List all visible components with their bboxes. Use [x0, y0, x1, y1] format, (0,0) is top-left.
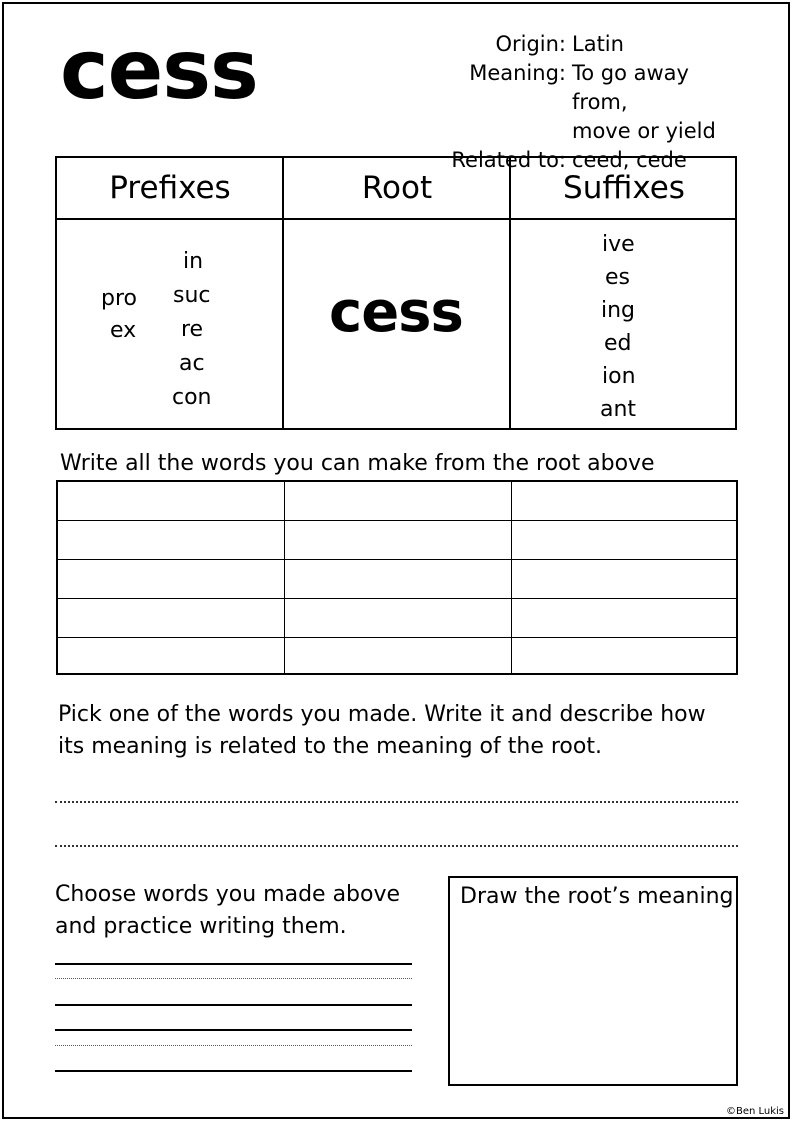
handwriting-line[interactable] [55, 1029, 412, 1031]
credit: ©Ben Lukis [725, 1106, 784, 1117]
handwriting-guide [55, 1045, 412, 1046]
handwriting-line[interactable] [55, 1070, 412, 1072]
header-divider [57, 218, 735, 220]
practice-prompt-line2: and practice writing them. [55, 914, 347, 939]
origin-value: Latin [572, 32, 624, 56]
answer-line[interactable] [55, 801, 738, 803]
prefix-item: con [172, 385, 212, 410]
suffix-item: ive [602, 232, 635, 257]
handwriting-line[interactable] [55, 1004, 412, 1006]
suffix-item: ant [600, 397, 637, 422]
pick-word-prompt-line1: Pick one of the words you made. Write it and describe how [58, 702, 706, 727]
root-info [440, 30, 742, 175]
suffix-item: ed [604, 331, 632, 356]
header-suffixes: Suffixes [563, 170, 685, 206]
root-word: cess [329, 280, 463, 345]
origin-label: Origin: [495, 32, 566, 56]
prefix-item: ac [179, 351, 205, 376]
meaning-row [440, 59, 742, 117]
handwriting-guide [55, 978, 412, 979]
draw-meaning-box[interactable] [448, 876, 738, 1086]
origin-row [440, 30, 742, 59]
pick-word-prompt-line2: its meaning is related to the meaning of the root. [58, 734, 602, 759]
prefix-item: pro [101, 286, 137, 311]
word-parts-table [55, 156, 737, 430]
handwriting-line[interactable] [55, 963, 412, 965]
meaning-value-line1: To go away from, [572, 61, 689, 114]
prefix-item: ex [110, 318, 137, 343]
related-value: ceed, cede [572, 148, 687, 172]
meaning-value-line2: move or yield [572, 119, 716, 143]
meaning-row-2 [440, 117, 742, 146]
root-title: cess [60, 23, 258, 118]
meaning-label: Meaning: [469, 61, 566, 85]
prefix-item: in [183, 249, 204, 274]
prefix-item: suc [173, 283, 211, 308]
suffix-item: es [605, 265, 630, 290]
related-label: Related to: [451, 148, 566, 172]
draw-meaning-label: Draw the root’s meaning [460, 884, 734, 909]
answer-line[interactable] [55, 845, 738, 847]
suffix-item: ing [601, 298, 636, 323]
header-prefixes: Prefixes [109, 170, 231, 206]
header-root: Root [361, 170, 433, 206]
practice-prompt-line1: Choose words you made above [55, 882, 401, 907]
word-writing-grid[interactable] [56, 480, 738, 675]
suffix-item: ion [602, 364, 636, 389]
write-words-prompt: Write all the words you can make from the root above [60, 451, 655, 476]
prefix-item: re [181, 317, 204, 342]
